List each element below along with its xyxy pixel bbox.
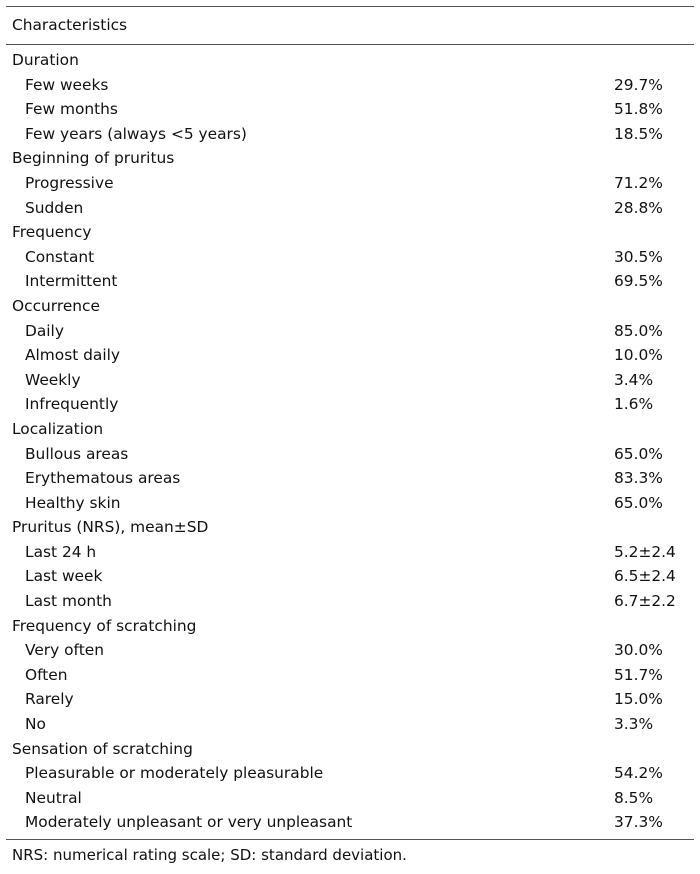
table-footnote: NRS: numerical rating scale; SD: standard deviation. [12, 846, 407, 864]
row-label: Infrequently [25, 395, 119, 414]
row-value: 3.3% [614, 715, 654, 734]
row-value: 30.0% [614, 641, 663, 660]
row-label: Few years (always <5 years) [25, 124, 247, 143]
row-value: 18.5% [614, 124, 663, 143]
row-label: Sudden [25, 198, 84, 217]
table-group-row [6, 146, 694, 171]
row-label: Progressive [25, 173, 114, 192]
table-row [6, 343, 694, 368]
row-label: Last 24 h [25, 542, 97, 561]
row-label: Constant [25, 247, 95, 266]
row-value: 10.0% [614, 346, 663, 365]
group-label: Sensation of scratching [12, 739, 193, 758]
row-value: 8.5% [614, 788, 654, 807]
row-label: No [25, 715, 46, 734]
column-header-characteristics: Characteristics [12, 16, 128, 34]
table-row [6, 269, 694, 294]
row-value: 6.7±2.2 [614, 592, 676, 611]
row-label: Bullous areas [25, 444, 129, 463]
row-label: Daily [25, 321, 64, 340]
table-row [6, 196, 694, 221]
row-label: Erythematous areas [25, 469, 181, 488]
table-group-row [6, 614, 694, 639]
table-row [6, 786, 694, 811]
row-value: 37.3% [614, 813, 663, 832]
table-row [6, 122, 694, 147]
row-label: Neutral [25, 788, 82, 807]
table-row [6, 466, 694, 491]
row-label: Weekly [25, 370, 81, 389]
row-value: 28.8% [614, 198, 663, 217]
group-label: Localization [12, 419, 104, 438]
row-value: 54.2% [614, 764, 663, 783]
table-row [6, 687, 694, 712]
table-row [6, 97, 694, 122]
row-label: Often [25, 665, 68, 684]
row-value: 65.0% [614, 444, 663, 463]
table-row [6, 761, 694, 786]
row-label: Intermittent [25, 272, 118, 291]
table-row [6, 540, 694, 565]
row-value: 51.8% [614, 100, 663, 119]
row-label: Few weeks [25, 75, 109, 94]
group-label: Frequency [12, 223, 92, 242]
row-label: Almost daily [25, 346, 121, 365]
row-value: 51.7% [614, 665, 663, 684]
table-group-row [6, 220, 694, 245]
table-row [6, 442, 694, 467]
table-group-row [6, 417, 694, 442]
group-label: Beginning of pruritus [12, 149, 175, 168]
row-value: 15.0% [614, 690, 663, 709]
group-label: Pruritus (NRS), mean±SD [12, 518, 209, 537]
group-label: Occurrence [12, 296, 100, 315]
table-row [6, 392, 694, 417]
row-value: 69.5% [614, 272, 663, 291]
row-label: Pleasurable or moderately pleasurable [25, 764, 324, 783]
row-value: 5.2±2.4 [614, 542, 676, 561]
row-value: 30.5% [614, 247, 663, 266]
row-value: 83.3% [614, 469, 663, 488]
table-group-row [6, 294, 694, 319]
table-header [6, 7, 694, 43]
group-label: Frequency of scratching [12, 616, 197, 635]
table-group-row [6, 737, 694, 762]
table-row [6, 663, 694, 688]
row-value: 65.0% [614, 493, 663, 512]
row-value: 3.4% [614, 370, 654, 389]
table-row [6, 638, 694, 663]
row-value: 6.5±2.4 [614, 567, 676, 586]
table-group-row [6, 515, 694, 540]
row-label: Last month [25, 592, 112, 611]
table-bottom-rule [6, 839, 694, 840]
row-label: Healthy skin [25, 493, 121, 512]
table-row [6, 589, 694, 614]
row-value: 85.0% [614, 321, 663, 340]
table-row [6, 73, 694, 98]
table-group-row [6, 48, 694, 73]
row-label: Moderately unpleasant or very unpleasant [25, 813, 353, 832]
characteristics-table [6, 6, 694, 840]
row-label: Last week [25, 567, 103, 586]
table-body [6, 45, 694, 835]
row-value: 1.6% [614, 395, 654, 414]
row-value: 29.7% [614, 75, 663, 94]
table-row [6, 564, 694, 589]
row-label: Rarely [25, 690, 74, 709]
row-value: 71.2% [614, 173, 663, 192]
row-label: Few months [25, 100, 118, 119]
table-row [6, 171, 694, 196]
table-row [6, 319, 694, 344]
group-label: Duration [12, 51, 79, 69]
row-label: Very often [25, 641, 104, 660]
table-row [6, 245, 694, 270]
table-row [6, 491, 694, 516]
table-row [6, 712, 694, 737]
table-row [6, 368, 694, 393]
table-row [6, 810, 694, 835]
